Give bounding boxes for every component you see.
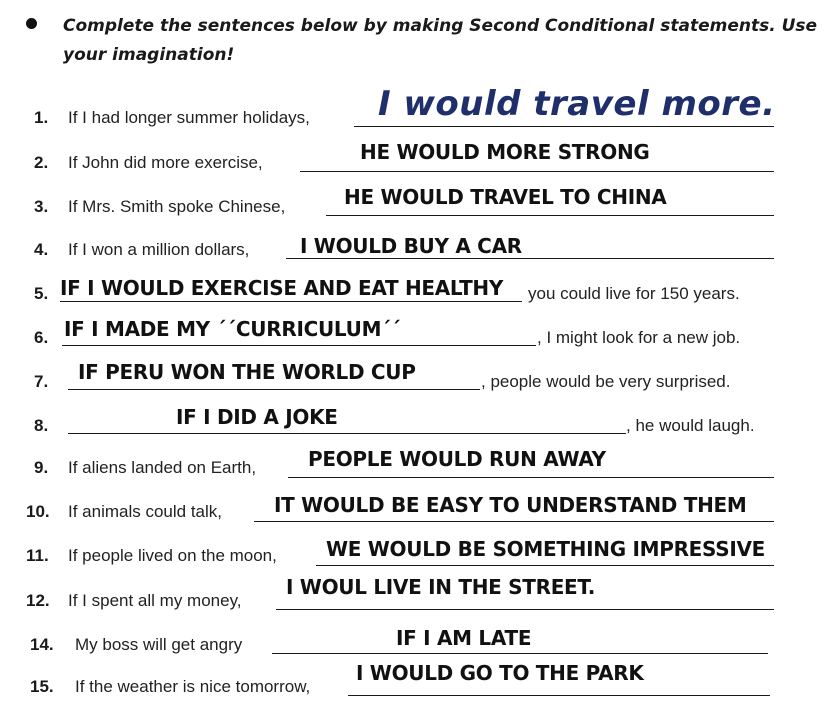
answer-line <box>326 215 774 216</box>
answer-line <box>254 521 774 522</box>
answer-line <box>272 653 768 654</box>
sentence-prompt: If I won a million dollars, <box>68 240 250 259</box>
answer-text[interactable]: IF I AM LATE <box>396 626 532 650</box>
answer-text[interactable]: IF PERU WON THE WORLD CUP <box>78 360 416 384</box>
answer-text[interactable]: IT WOULD BE EASY TO UNDERSTAND THEM <box>274 493 747 517</box>
answer-text[interactable]: I would travel more. <box>378 84 776 124</box>
answer-text[interactable]: IF I WOULD EXERCISE AND EAT HEALTHY <box>60 276 504 300</box>
answer-text[interactable]: I WOULD BUY A CAR <box>300 234 522 258</box>
sentence-item <box>0 273 837 317</box>
answer-line <box>316 565 774 566</box>
sentence-prompt: If people lived on the moon, <box>68 546 277 565</box>
item-number: 5. <box>34 284 49 303</box>
item-number: 15. <box>30 677 54 696</box>
sentence-prompt: , people would be very surprised. <box>481 372 731 391</box>
item-number: 12. <box>26 591 50 610</box>
sentence-item <box>0 661 837 711</box>
answer-line <box>276 609 774 610</box>
answer-text[interactable]: PEOPLE WOULD RUN AWAY <box>308 447 606 471</box>
answer-line <box>60 301 522 302</box>
sentence-prompt: you could live for 150 years. <box>528 284 740 303</box>
item-number: 7. <box>34 372 49 391</box>
sentence-item <box>0 185 837 229</box>
sentence-item <box>0 493 837 537</box>
sentence-prompt: If I had longer summer holidays, <box>68 108 310 127</box>
sentence-prompt: If aliens landed on Earth, <box>68 458 257 477</box>
answer-line <box>68 389 480 390</box>
answer-line <box>354 126 774 127</box>
sentence-prompt: If John did more exercise, <box>68 153 263 172</box>
item-number: 2. <box>34 153 49 172</box>
sentence-item <box>0 317 837 361</box>
item-number: 14. <box>30 635 54 654</box>
answer-line <box>348 695 770 696</box>
sentence-item <box>0 229 837 273</box>
answer-line <box>286 258 774 259</box>
answer-line <box>68 433 626 434</box>
answer-line <box>62 345 536 346</box>
answer-line <box>288 477 774 478</box>
sentence-item <box>0 449 837 493</box>
sentence-item <box>0 84 837 140</box>
sentence-prompt: If animals could talk, <box>68 502 223 521</box>
item-number: 3. <box>34 197 49 216</box>
bullet-icon <box>26 18 37 29</box>
sentence-item <box>0 141 837 185</box>
sentence-prompt: , I might look for a new job. <box>537 328 741 347</box>
answer-line <box>300 171 774 172</box>
sentence-prompt: If I spent all my money, <box>68 591 242 610</box>
item-number: 6. <box>34 328 49 347</box>
answer-text[interactable]: HE WOULD TRAVEL TO CHINA <box>344 185 667 209</box>
sentence-item <box>0 575 837 625</box>
sentence-item <box>0 405 837 449</box>
item-number: 9. <box>34 458 49 477</box>
sentence-prompt: If the weather is nice tomorrow, <box>75 677 311 696</box>
item-number: 11. <box>26 546 49 565</box>
answer-text[interactable]: IF I DID A JOKE <box>176 405 338 429</box>
item-number: 4. <box>34 240 49 259</box>
sentence-item <box>0 361 837 405</box>
instruction-text: Complete the sentences below by making Second Conditional statements. Use your imagination! <box>63 16 818 65</box>
item-number: 10. <box>26 502 50 521</box>
sentence-prompt: My boss will get angry <box>75 635 243 654</box>
answer-text[interactable]: HE WOULD MORE STRONG <box>360 140 650 164</box>
answer-text[interactable]: I WOUL LIVE IN THE STREET. <box>286 575 596 599</box>
answer-text[interactable]: IF I MADE MY ´´CURRICULUM´´ <box>64 317 401 341</box>
sentence-prompt: If Mrs. Smith spoke Chinese, <box>68 197 286 216</box>
answer-text[interactable]: I WOULD GO TO THE PARK <box>356 661 644 685</box>
item-number: 8. <box>34 416 49 435</box>
answer-text[interactable]: WE WOULD BE SOMETHING IMPRESSIVE <box>326 537 766 561</box>
item-number: 1. <box>34 108 49 127</box>
sentence-prompt: , he would laugh. <box>626 416 755 435</box>
